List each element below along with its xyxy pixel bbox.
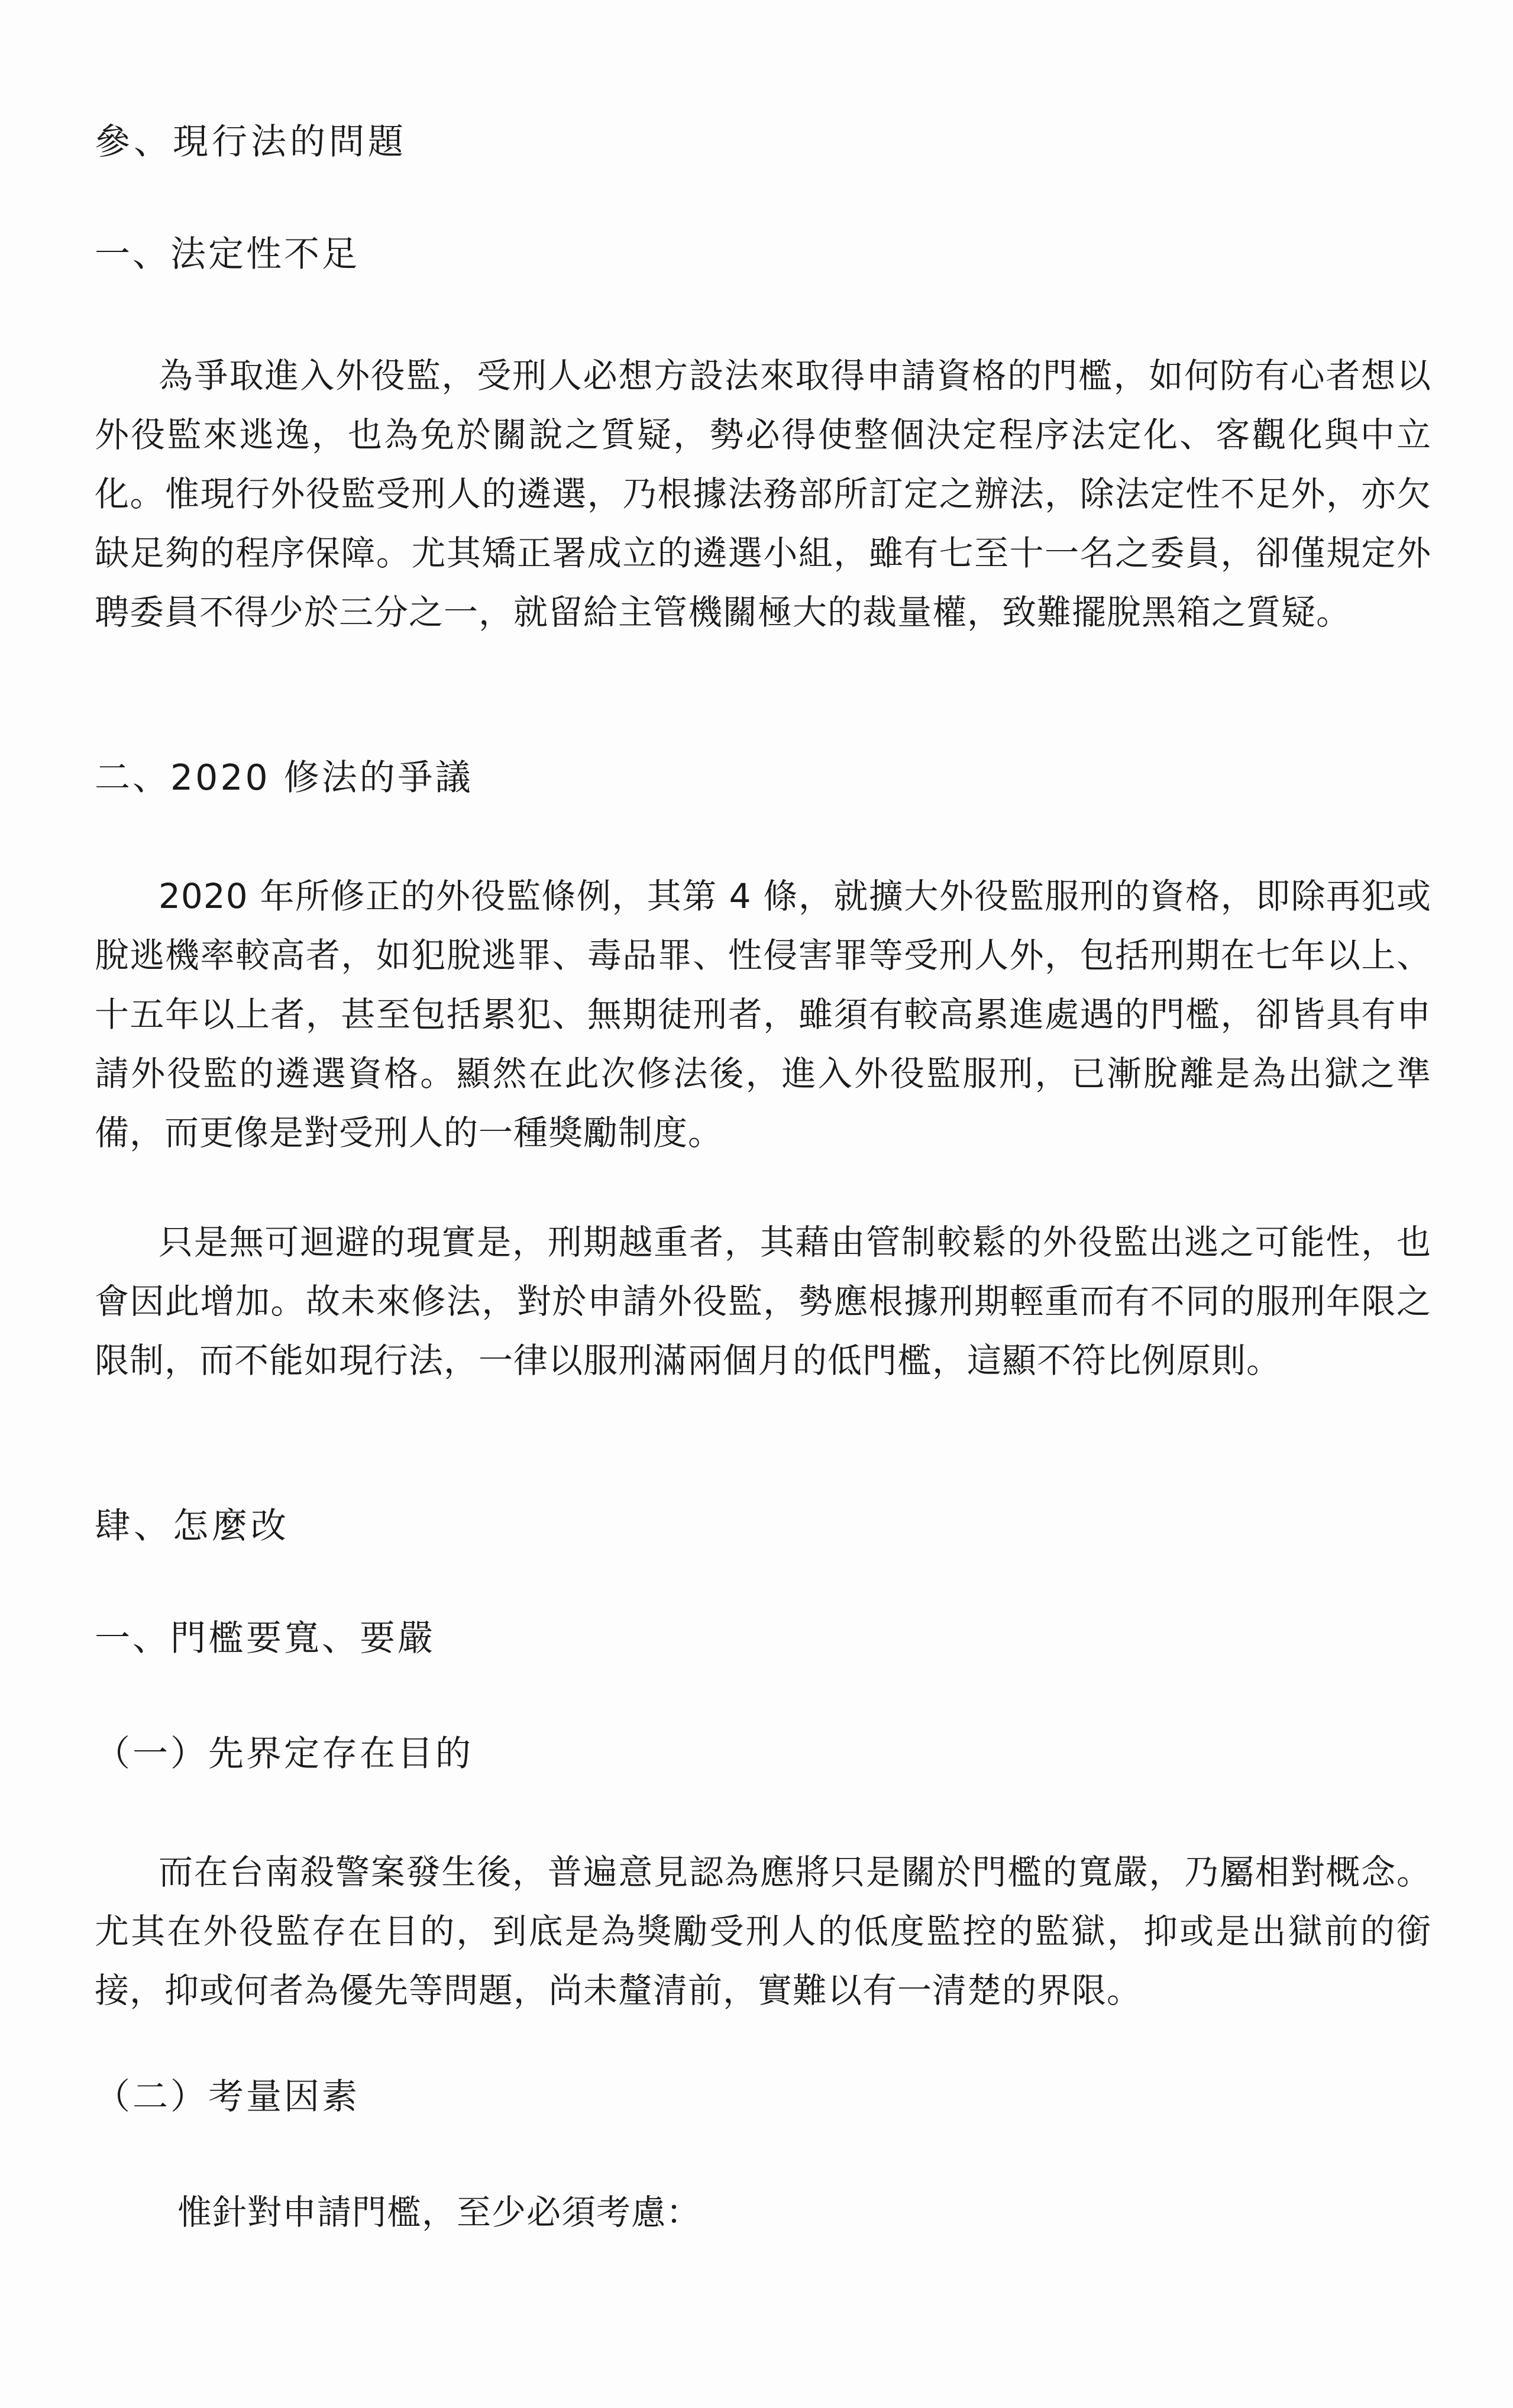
section-4-paragraph-2: 惟針對申請門檻，至少必須考慮：: [177, 2192, 701, 2232]
section-4-paragraph-1: 而在台南殺警案發生後，普遍意見認為應將只是關於門檻的寬嚴，乃屬相對概念。尤其在外役監存在目的，到底是為獎勵受刑人的低度監控的監獄，抑或是出獄前的銜接，抑或何者為優先等問題，尚未釐清前，實難以有一清楚的界限。: [95, 1852, 1431, 2011]
section-3-subtitle-2: 二、2020 修法的爭議: [95, 757, 473, 799]
section-3-paragraph-2: 2020 年所修正的外役監條例，其第 4 條，就擴大外役監服刑的資格，即除再犯或脫逃機率較高者，如犯脫逃罪、毒品罪、性侵害罪等受刑人外，包括刑期在七年以上、十五年以上者，甚至包括累犯、無期徒刑者，雖須有較高累進處遇的門檻，卻皆具有申請外役監的遴選資格。顯然在此次修法後，進入外役監服刑，已漸脫離是為出獄之準備，而更像是對受刑人的一種獎勵制度。: [95, 876, 1431, 1153]
section-4-item-2-title: （二）考量因素: [95, 2076, 360, 2118]
section-4-title: 肆、怎麼改: [95, 1505, 290, 1547]
section-4-item-1-title: （一）先界定存在目的: [95, 1733, 473, 1775]
section-3-title: 參、現行法的問題: [95, 121, 407, 163]
section-4-subtitle-1: 一、門檻要寬、要嚴: [95, 1618, 435, 1659]
section-3-paragraph-3: 只是無可迴避的現實是，刑期越重者，其藉由管制較鬆的外役監出逃之可能性，也會因此增加。故未來修法，對於申請外役監，勢應根據刑期輕重而有不同的服刑年限之限制，而不能如現行法，一律以服刑滿兩個月的低門檻，這顯不符比例原則。: [95, 1222, 1431, 1381]
section-3-paragraph-1: 為爭取進入外役監，受刑人必想方設法來取得申請資格的門檻，如何防有心者想以外役監來逃逸，也為免於關說之質疑，勢必得使整個決定程序法定化、客觀化與中立化。惟現行外役監受刑人的遴選，乃根據法務部所訂定之辦法，除法定性不足外，亦欠缺足夠的程序保障。尤其矯正署成立的遴選小組，雖有七至十一名之委員，卻僅規定外聘委員不得少於三分之一，就留給主管機關極大的裁量權，致難擺脫黑箱之質疑。: [95, 355, 1431, 632]
section-3-subtitle-1: 一、法定性不足: [95, 234, 360, 275]
